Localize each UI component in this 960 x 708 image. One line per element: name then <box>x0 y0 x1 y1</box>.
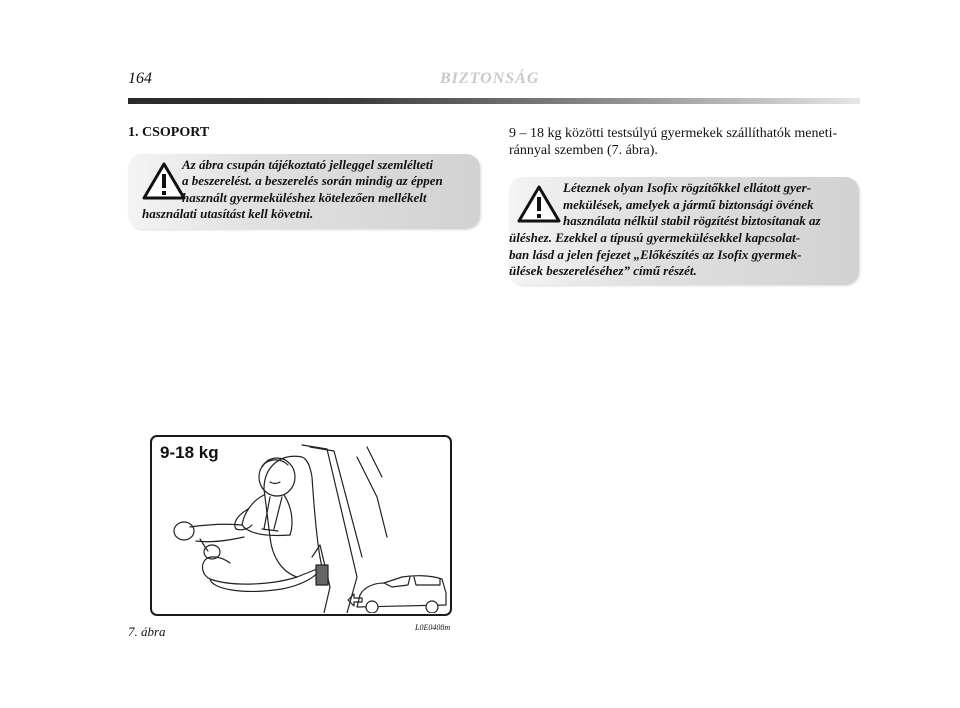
figure-weight-label: 9-18 kg <box>160 443 219 462</box>
figure-caption: 7. ábra <box>128 624 166 639</box>
body-line: ránnyal szemben (7. ábra). <box>509 143 658 158</box>
body-line: 9 – 18 kg közötti testsúlyú gyermekek szállíthatók meneti- <box>509 126 838 141</box>
warning-triangle-icon <box>142 162 186 200</box>
warning-line: használati utasítást kell követni. <box>142 206 314 221</box>
figure-7 <box>150 435 452 616</box>
child-seat-illustration <box>152 437 449 613</box>
warning-line: használata nélkül stabil rögzítést biztosítanak az <box>563 213 821 228</box>
warning-triangle-icon <box>517 185 561 223</box>
body-text <box>509 125 859 159</box>
warning-line: a beszerelést. a beszerelés során mindig az éppen <box>182 173 443 188</box>
warning-line: Az ábra csupán tájékoztató jelleggel szemlélteti <box>182 157 433 172</box>
warning-line: üléshez. Ezekkel a típusú gyermekülésekkel kapcsolat- <box>509 230 801 245</box>
section-heading: 1. CSOPORT <box>128 125 210 140</box>
warning-line: ban lásd a jelen fejezet „Előkészítés az Isofix gyermek- <box>509 247 802 262</box>
page-number: 164 <box>128 70 152 87</box>
warning-line: ülések beszereléséhez” című részét. <box>509 263 697 278</box>
warning-line: Léteznek olyan Isofix rögzítőkkel ellátott gyer- <box>563 180 812 195</box>
section-title: BIZTONSÁG <box>440 70 540 87</box>
figure-code: L0E0408m <box>415 623 451 632</box>
header-rule <box>128 98 860 104</box>
warning-line: mekülések, amelyek a jármű biztonsági övének <box>563 197 814 212</box>
warning-line: használt gyermeküléshez kötelezően mellékelt <box>182 190 427 205</box>
